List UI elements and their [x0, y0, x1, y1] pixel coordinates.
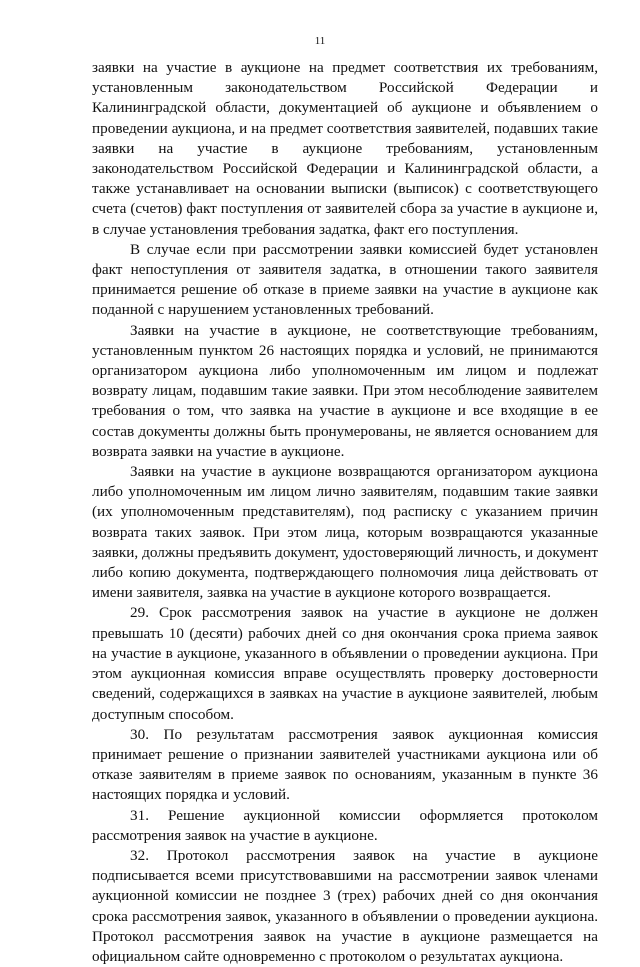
page-number: 11 [314, 35, 326, 47]
paragraph-deposit-check: В случае если при рассмотрении заявки комиссией будет установлен факт непоступления от заявителя задатка, в отношении такого заявителя принимается решение об отказе в приеме заявки на участие в аукционе как поданной с нарушением установленных требований. [92, 240, 598, 319]
document-body [92, 58, 598, 967]
paragraph-clause-32: 32. Протокол рассмотрения заявок на участие в аукционе подписывается всеми присутствовавшими на рассмотрении заявок членами аукционной комиссии не позднее 3 (трех) рабочих дней со дня окончания срока рассмотрения заявок, указанного в объявлении о проведении аукциона. Протокол рассмотрения заявок на участие в аукционе размещается на официальном сайте одновременно с протоколом о результатах аукциона. [92, 846, 598, 965]
paragraph-clause-30: 30. По результатам рассмотрения заявок аукционная комиссия принимает решение о признании заявителей участниками аукциона или об отказе заявителям в приеме заявок по основаниям, указанным в пункте 36 настоящих порядка и условий. [92, 725, 598, 804]
paragraph-clause-29: 29. Срок рассмотрения заявок на участие в аукционе не должен превышать 10 (десяти) рабочих дней со дня окончания срока приема заявок на участие в аукционе, указанного в объявлении о проведении аукциона. При этом аукционная комиссия вправе осуществлять проверку достоверности сведений, содержащихся в заявках на участие в аукционе заявителей, любым доступным способом. [92, 604, 598, 723]
paragraph-return-of-applications: Заявки на участие в аукционе возвращаются организатором аукциона либо уполномоченным им лицом лично заявителям, подавшим такие заявки (их уполномоченным представителям), под расписку с указанием причин возврата таких заявок. При этом лица, которым возвращаются указанные заявки, должны предъявить документ, удостоверяющий личность, и документ либо копию документа, подтверждающего полномочия лица действовать от имени заявителя, заявка на участие в аукционе которого возвращается. [92, 463, 598, 602]
paragraph-continuation: заявки на участие в аукционе на предмет соответствия их требованиям, установленным законодательством Российской Федерации и Калининградской области, документацией об аукционе и объявлением о проведении аукциона, и на предмет соответствия заявителей, подавших такие заявки на участие в аукционе требованиям, установленным законодательством Российской Федерации и Калининградской области, а также устанавливает на основании выписки (выписок) с соответствующего счета (счетов) факт поступления от заявителей сбора за участие в аукционе и, в случае установления требования задатка, факт его поступления. [92, 59, 598, 238]
paragraph-nonconforming-applications: Заявки на участие в аукционе, не соответствующие требованиям, установленным пунктом 26 настоящих порядка и условий, не принимаются организатором аукциона либо уполномоченным им лицом и подлежат возврату лицам, подавшим такие заявки. При этом несоблюдение заявителем требования о том, что заявка на участие в аукционе и все входящие в ее состав документы должны быть пронумерованы, не является основанием для возврата заявки на участие в аукционе. [92, 321, 598, 460]
paragraph-clause-31: 31. Решение аукционной комиссии оформляется протоколом рассмотрения заявок на участие в аукционе. [92, 806, 598, 844]
